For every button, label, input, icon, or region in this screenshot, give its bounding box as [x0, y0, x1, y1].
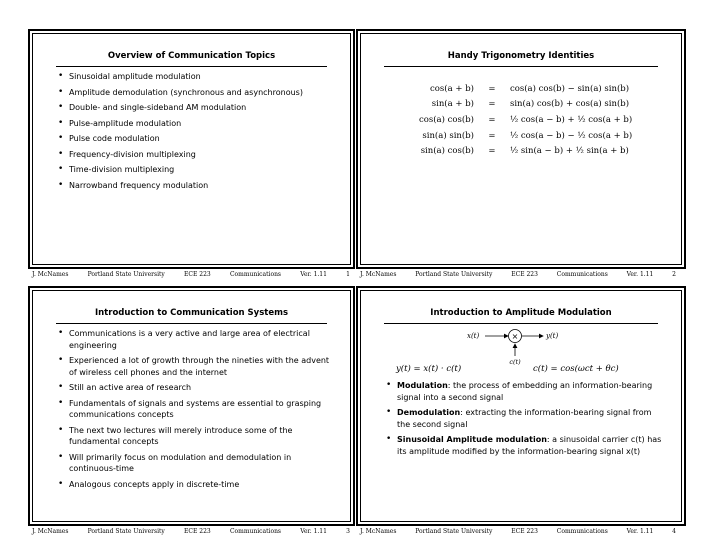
definition-text: : the process of embedding an information-bearing signal into a second signal — [397, 381, 653, 402]
list-item: • Time-division multiplexing — [58, 164, 333, 176]
term-sinusoidal-am: Sinusoidal Amplitude modulation — [397, 435, 547, 444]
list-item: • Experienced a lot of growth through the nineties with the advent of wireless cell phones and the internet — [58, 355, 333, 378]
slide-title: Handy Trigonometry Identities — [447, 51, 595, 61]
slide-2 — [356, 29, 686, 269]
slide-4 — [356, 286, 686, 526]
list-item: • Communications is a very active and large area of electrical engineering — [58, 328, 333, 351]
footer-author: J. McNames — [32, 528, 69, 535]
identity-rhs: cos(a) cos(b) − sin(a) sin(b) — [509, 83, 630, 94]
identity-eq: = — [488, 99, 496, 110]
identity-rhs: sin(a) cos(b) + cos(a) sin(b) — [509, 99, 630, 110]
slide-footer — [360, 271, 676, 278]
carrier-label: c(t) — [509, 358, 521, 366]
list-item: • Pulse code modulation — [58, 133, 333, 145]
footer-topic: Communications — [229, 528, 282, 535]
footer-topic: Communications — [229, 271, 282, 278]
identity-row — [416, 128, 635, 144]
list-item: • Analogous concepts apply in discrete-time — [58, 479, 333, 491]
footer-course: ECE 223 — [511, 528, 538, 535]
identity-rhs: ½ sin(a − b) + ½ sin(a + b) — [509, 146, 629, 157]
slide-title: Introduction to Amplitude Modulation — [430, 308, 612, 318]
identity-row — [416, 143, 635, 159]
footer-version: Ver. 1.11 — [626, 528, 654, 535]
identity-rhs: ½ cos(a − b) + ½ cos(a + b) — [509, 114, 633, 125]
footer-version: Ver. 1.11 — [300, 271, 327, 278]
identity-lhs: sin(a + b) — [431, 99, 474, 110]
term-modulation: Modulation — [397, 381, 448, 390]
bullet-list — [58, 71, 333, 195]
list-item — [386, 434, 664, 457]
slide-footer — [360, 528, 676, 535]
slide-1 — [28, 29, 355, 269]
identity-lhs: sin(a) cos(b) — [420, 146, 474, 157]
title-rule — [56, 323, 327, 324]
bullet-list — [386, 380, 664, 461]
list-item: • Amplitude demodulation (synchronous and asynchronous) — [58, 87, 333, 99]
footer-topic: Communications — [556, 528, 608, 535]
title-rule — [384, 66, 658, 67]
list-item — [386, 407, 664, 430]
footer-university: Portland State University — [415, 271, 493, 278]
slide-title: Overview of Communication Topics — [107, 51, 276, 61]
list-item: • Narrowband frequency modulation — [58, 180, 333, 192]
list-item: • The next two lectures will merely introduce some of the fundamental concepts — [58, 425, 333, 448]
list-item: • Pulse-amplitude modulation — [58, 118, 333, 130]
identity-lhs: sin(a) sin(b) — [422, 130, 474, 141]
footer-author: J. McNames — [32, 271, 69, 278]
modulation-equation: y(t) = x(t) · c(t) — [396, 364, 462, 374]
title-rule — [384, 323, 658, 324]
trig-identities — [416, 81, 635, 159]
footer-page: 3 — [346, 528, 350, 535]
footer-course: ECE 223 — [184, 528, 211, 535]
term-demodulation: Demodulation — [397, 408, 461, 417]
footer-author: J. McNames — [360, 528, 397, 535]
slide-footer — [32, 271, 350, 278]
identity-row — [416, 97, 635, 113]
identity-lhs: cos(a) cos(b) — [419, 114, 474, 125]
list-item — [386, 380, 664, 403]
identity-lhs: cos(a + b) — [430, 83, 474, 94]
list-item: • Sinusoidal amplitude modulation — [58, 71, 333, 83]
footer-page: 4 — [672, 528, 676, 535]
footer-page: 2 — [672, 271, 676, 278]
footer-university: Portland State University — [415, 528, 493, 535]
identity-eq: = — [488, 83, 496, 94]
list-item: • Fundamentals of signals and systems are essential to grasping communications concepts — [58, 398, 333, 421]
identity-eq: = — [488, 130, 496, 141]
list-item: • Will primarily focus on modulation and demodulation in continuous-time — [58, 452, 333, 475]
output-label: y(t) — [546, 332, 559, 340]
identity-eq: = — [488, 146, 496, 157]
definition-text: : a sinusoidal carrier c(t) has its amplitude modified by the information-bearing signal x(t) — [397, 435, 662, 456]
multiplier-symbol: × — [511, 332, 519, 341]
identity-row — [416, 112, 635, 128]
list-item: • Frequency-division multiplexing — [58, 149, 333, 161]
list-item: • Double- and single-sideband AM modulation — [58, 102, 333, 114]
footer-university: Portland State University — [87, 271, 165, 278]
slide-title: Introduction to Communication Systems — [94, 308, 289, 318]
footer-author: J. McNames — [360, 271, 397, 278]
identity-eq: = — [488, 114, 496, 125]
slide-footer — [32, 528, 350, 535]
definition-text: : extracting the information-bearing signal from the second signal — [397, 408, 652, 429]
modulator-diagram — [463, 326, 583, 366]
footer-version: Ver. 1.11 — [626, 271, 654, 278]
input-label: x(t) — [467, 332, 480, 340]
footer-university: Portland State University — [87, 528, 165, 535]
bullet-list — [58, 328, 333, 494]
carrier-equation: c(t) = cos(ωct + θc) — [533, 364, 619, 374]
footer-version: Ver. 1.11 — [300, 528, 327, 535]
slide-3 — [28, 286, 355, 526]
identity-row — [416, 81, 635, 97]
footer-course: ECE 223 — [511, 271, 538, 278]
identity-rhs: ½ cos(a − b) − ½ cos(a + b) — [509, 130, 633, 141]
list-item: • Still an active area of research — [58, 382, 333, 394]
title-rule — [56, 66, 327, 67]
footer-course: ECE 223 — [184, 271, 211, 278]
footer-topic: Communications — [556, 271, 608, 278]
footer-page: 1 — [346, 271, 350, 278]
